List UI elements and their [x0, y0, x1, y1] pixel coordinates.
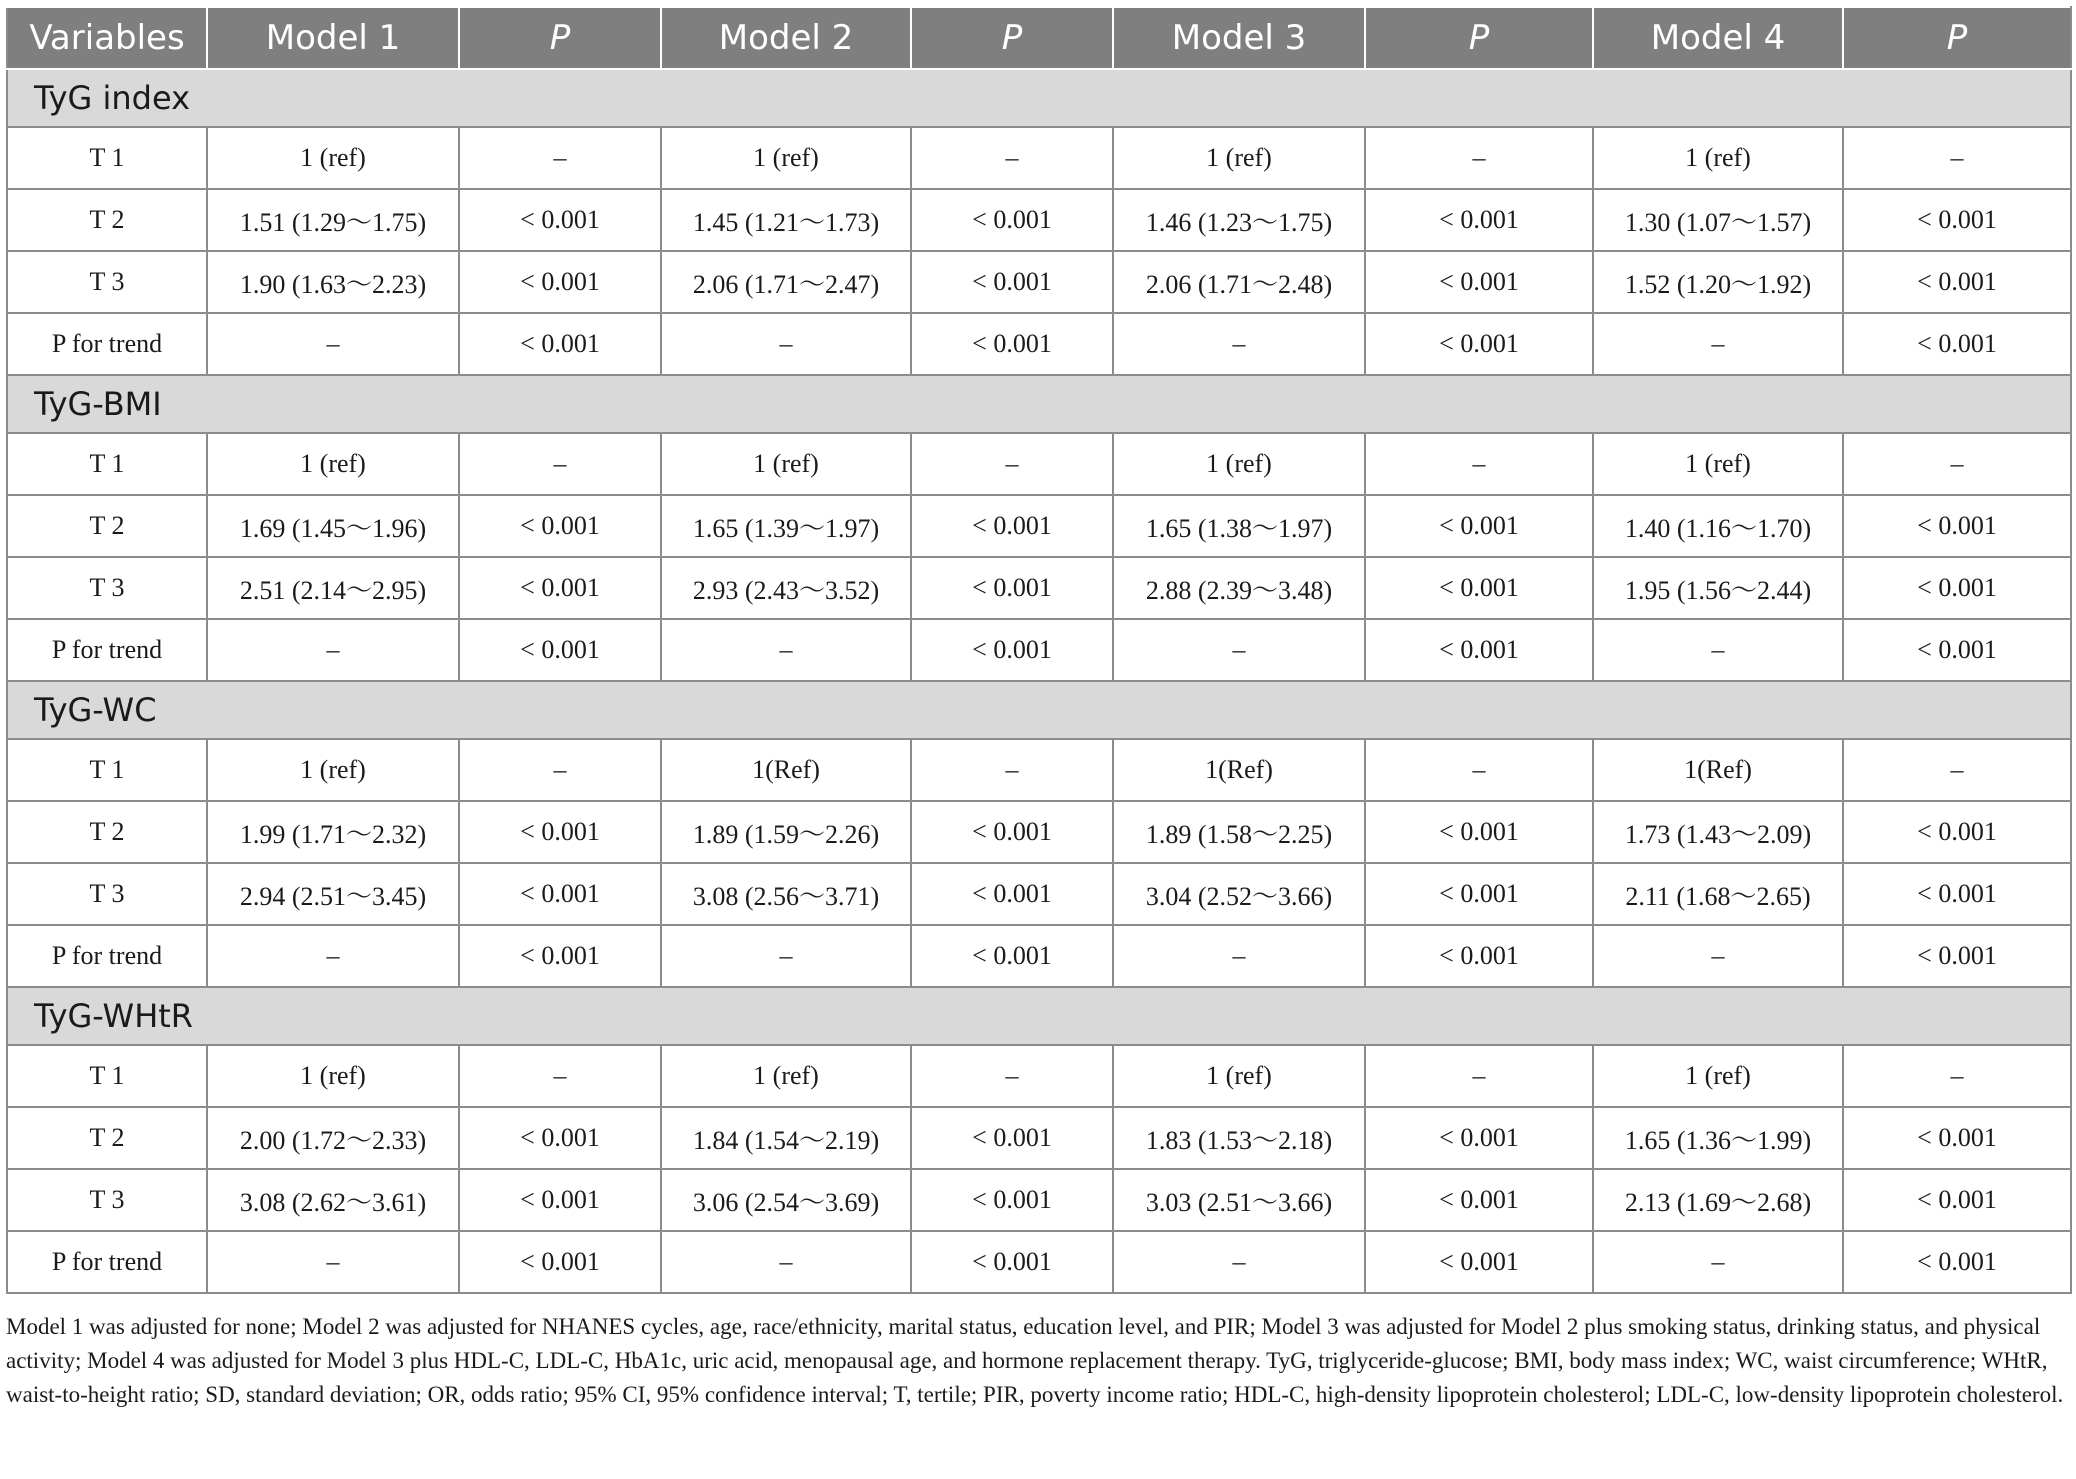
section-header-row	[7, 375, 2071, 433]
table-cell: 1.99 (1.71～2.32)	[207, 801, 459, 863]
table-cell: < 0.001	[459, 801, 661, 863]
table-cell: 1 (ref)	[207, 739, 459, 801]
table-cell: 1 (ref)	[661, 127, 911, 189]
table-cell: < 0.001	[911, 1107, 1113, 1169]
table-cell: < 0.001	[911, 619, 1113, 681]
table-row	[7, 495, 2071, 557]
table-cell: 1.73 (1.43～2.09)	[1593, 801, 1843, 863]
table-cell: –	[911, 739, 1113, 801]
table-row	[7, 557, 2071, 619]
table-row	[7, 925, 2071, 987]
table-row	[7, 1231, 2071, 1293]
table-cell: < 0.001	[1365, 801, 1593, 863]
row-label: T 2	[7, 801, 207, 863]
table-cell: –	[1365, 1045, 1593, 1107]
table-cell: 1.40 (1.16～1.70)	[1593, 495, 1843, 557]
table-cell: –	[1593, 313, 1843, 375]
section-title: TyG-WHtR	[7, 987, 2071, 1045]
table-cell: 1 (ref)	[1113, 127, 1365, 189]
table-cell: –	[1843, 1045, 2071, 1107]
table-cell: –	[1843, 739, 2071, 801]
table-cell: –	[207, 619, 459, 681]
section-header-row	[7, 987, 2071, 1045]
table-cell: –	[911, 1045, 1113, 1107]
row-label: T 3	[7, 863, 207, 925]
table-cell: –	[661, 619, 911, 681]
table-cell: –	[1365, 127, 1593, 189]
row-label: T 1	[7, 127, 207, 189]
table-cell: < 0.001	[911, 557, 1113, 619]
table-cell: < 0.001	[911, 313, 1113, 375]
table-cell: 2.11 (1.68～2.65)	[1593, 863, 1843, 925]
table-cell: 3.06 (2.54～3.69)	[661, 1169, 911, 1231]
table-cell: < 0.001	[911, 251, 1113, 313]
table-cell: < 0.001	[459, 1231, 661, 1293]
table-cell: 3.04 (2.52～3.66)	[1113, 863, 1365, 925]
table-cell: –	[661, 925, 911, 987]
section-header-row	[7, 69, 2071, 127]
row-label: P for trend	[7, 313, 207, 375]
table-row	[7, 801, 2071, 863]
table-cell: 2.06 (1.71～2.47)	[661, 251, 911, 313]
table-cell: < 0.001	[1843, 619, 2071, 681]
table-cell: < 0.001	[459, 189, 661, 251]
table-cell: < 0.001	[1365, 619, 1593, 681]
table-cell: < 0.001	[1365, 189, 1593, 251]
row-label: P for trend	[7, 925, 207, 987]
header-p-value: P	[1843, 7, 2071, 69]
table-row	[7, 189, 2071, 251]
table-row	[7, 863, 2071, 925]
table-cell: –	[1365, 433, 1593, 495]
table-cell: < 0.001	[1843, 557, 2071, 619]
table-cell: –	[207, 925, 459, 987]
table-cell: < 0.001	[1843, 495, 2071, 557]
table-cell: < 0.001	[1843, 1169, 2071, 1231]
table-cell: < 0.001	[459, 495, 661, 557]
table-cell: < 0.001	[459, 863, 661, 925]
table-cell: –	[911, 433, 1113, 495]
row-label: P for trend	[7, 1231, 207, 1293]
table-cell: 1.65 (1.36～1.99)	[1593, 1107, 1843, 1169]
table-cell: < 0.001	[1843, 1231, 2071, 1293]
table-cell: < 0.001	[1365, 251, 1593, 313]
table-cell: –	[459, 1045, 661, 1107]
table-row	[7, 313, 2071, 375]
table-cell: 1 (ref)	[1113, 1045, 1365, 1107]
table-cell: 2.93 (2.43～3.52)	[661, 557, 911, 619]
table-cell: < 0.001	[459, 1107, 661, 1169]
table-cell: 1.30 (1.07～1.57)	[1593, 189, 1843, 251]
table-cell: < 0.001	[1843, 1107, 2071, 1169]
header-variables: Variables	[7, 7, 207, 69]
table-cell: 1.89 (1.58～2.25)	[1113, 801, 1365, 863]
table-cell: –	[911, 127, 1113, 189]
table-cell: < 0.001	[911, 863, 1113, 925]
table-cell: 1 (ref)	[207, 433, 459, 495]
table-cell: < 0.001	[1843, 863, 2071, 925]
table-cell: –	[661, 1231, 911, 1293]
table-cell: 1.65 (1.39～1.97)	[661, 495, 911, 557]
table-cell: 1 (ref)	[207, 1045, 459, 1107]
table-cell: –	[1593, 925, 1843, 987]
table-row	[7, 619, 2071, 681]
table-cell: < 0.001	[1843, 801, 2071, 863]
table-cell: 1 (ref)	[661, 1045, 911, 1107]
row-label: P for trend	[7, 619, 207, 681]
table-cell: 2.88 (2.39～3.48)	[1113, 557, 1365, 619]
table-cell: < 0.001	[1843, 251, 2071, 313]
row-label: T 2	[7, 189, 207, 251]
section-title: TyG-BMI	[7, 375, 2071, 433]
header-model: Model 4	[1593, 7, 1843, 69]
table-cell: –	[1113, 1231, 1365, 1293]
table-cell: < 0.001	[459, 925, 661, 987]
table-cell: < 0.001	[1843, 925, 2071, 987]
table-cell: 1(Ref)	[1593, 739, 1843, 801]
table-cell: 1.51 (1.29～1.75)	[207, 189, 459, 251]
results-table	[6, 6, 2072, 1294]
header-row	[7, 7, 2071, 69]
table-cell: 1(Ref)	[661, 739, 911, 801]
table-cell: –	[1113, 925, 1365, 987]
table-cell: 2.13 (1.69～2.68)	[1593, 1169, 1843, 1231]
row-label: T 1	[7, 739, 207, 801]
table-cell: 1 (ref)	[1593, 127, 1843, 189]
table-row	[7, 1045, 2071, 1107]
table-cell: –	[1593, 1231, 1843, 1293]
table-cell: < 0.001	[1843, 313, 2071, 375]
table-cell: 2.51 (2.14～2.95)	[207, 557, 459, 619]
table-row	[7, 1107, 2071, 1169]
table-cell: 1 (ref)	[1593, 1045, 1843, 1107]
table-cell: 1.65 (1.38～1.97)	[1113, 495, 1365, 557]
header-model: Model 2	[661, 7, 911, 69]
table-row	[7, 433, 2071, 495]
table-cell: < 0.001	[911, 925, 1113, 987]
table-cell: < 0.001	[1365, 925, 1593, 987]
table-cell: < 0.001	[911, 801, 1113, 863]
row-label: T 2	[7, 1107, 207, 1169]
table-cell: < 0.001	[1365, 1169, 1593, 1231]
header-p-value: P	[1365, 7, 1593, 69]
table-cell: –	[459, 127, 661, 189]
table-cell: –	[459, 433, 661, 495]
table-cell: < 0.001	[459, 313, 661, 375]
table-cell: –	[1113, 313, 1365, 375]
section-title: TyG-WC	[7, 681, 2071, 739]
table-header	[7, 7, 2071, 69]
table-cell: < 0.001	[911, 1169, 1113, 1231]
table-container	[6, 6, 2070, 1412]
table-cell: < 0.001	[1365, 863, 1593, 925]
row-label: T 3	[7, 251, 207, 313]
table-cell: 1 (ref)	[661, 433, 911, 495]
table-cell: 1(Ref)	[1113, 739, 1365, 801]
table-cell: < 0.001	[1365, 495, 1593, 557]
section-header-row	[7, 681, 2071, 739]
table-cell: 1.46 (1.23～1.75)	[1113, 189, 1365, 251]
table-cell: –	[1365, 739, 1593, 801]
table-cell: 1 (ref)	[1593, 433, 1843, 495]
table-cell: < 0.001	[459, 1169, 661, 1231]
table-cell: < 0.001	[1365, 313, 1593, 375]
table-cell: < 0.001	[1365, 557, 1593, 619]
table-cell: –	[1843, 127, 2071, 189]
header-model: Model 3	[1113, 7, 1365, 69]
table-cell: 1.83 (1.53～2.18)	[1113, 1107, 1365, 1169]
table-cell: –	[661, 313, 911, 375]
table-cell: –	[1593, 619, 1843, 681]
table-cell: –	[207, 313, 459, 375]
table-cell: –	[1843, 433, 2071, 495]
table-cell: 1.95 (1.56～2.44)	[1593, 557, 1843, 619]
header-p-value: P	[911, 7, 1113, 69]
table-footnote: Model 1 was adjusted for none; Model 2 was adjusted for NHANES cycles, age, race/ethnicity, marital status, education level, and PIR; Model 3 was adjusted for Model 2 plus smoking status, drinking status, and physical activity; Model 4 was adjusted for Model 3 plus HDL-C, LDL-C, HbA1c, uric acid, menopausal age, and hormone replacement therapy. TyG, triglyceride-glucose; BMI, body mass index; WC, waist circumference; WHtR, waist-to-height ratio; SD, standard deviation; OR, odds ratio; 95% CI, 95% confidence interval; T, tertile; PIR, poverty income ratio; HDL-C, high-density lipoprotein cholesterol; LDL-C, low-density lipoprotein cholesterol.	[6, 1314, 2064, 1407]
table-cell: 1.52 (1.20～1.92)	[1593, 251, 1843, 313]
section-title: TyG index	[7, 69, 2071, 127]
header-model: Model 1	[207, 7, 459, 69]
table-cell: 1.45 (1.21～1.73)	[661, 189, 911, 251]
table-cell: 1.84 (1.54～2.19)	[661, 1107, 911, 1169]
table-cell: < 0.001	[1843, 189, 2071, 251]
table-cell: < 0.001	[459, 251, 661, 313]
row-label: T 3	[7, 1169, 207, 1231]
table-cell: < 0.001	[1365, 1107, 1593, 1169]
table-cell: 1 (ref)	[1113, 433, 1365, 495]
table-cell: < 0.001	[459, 619, 661, 681]
table-row	[7, 739, 2071, 801]
table-cell: 1 (ref)	[207, 127, 459, 189]
table-cell: < 0.001	[459, 557, 661, 619]
table-row	[7, 251, 2071, 313]
row-label: T 2	[7, 495, 207, 557]
row-label: T 1	[7, 1045, 207, 1107]
table-cell: 1.69 (1.45～1.96)	[207, 495, 459, 557]
table-cell: –	[459, 739, 661, 801]
row-label: T 3	[7, 557, 207, 619]
table-row	[7, 127, 2071, 189]
table-cell: 3.03 (2.51～3.66)	[1113, 1169, 1365, 1231]
table-cell: 2.00 (1.72～2.33)	[207, 1107, 459, 1169]
table-cell: 1.89 (1.59～2.26)	[661, 801, 911, 863]
table-cell: –	[207, 1231, 459, 1293]
table-cell: 1.90 (1.63～2.23)	[207, 251, 459, 313]
table-cell: –	[1113, 619, 1365, 681]
table-cell: 2.06 (1.71～2.48)	[1113, 251, 1365, 313]
row-label: T 1	[7, 433, 207, 495]
table-row	[7, 1169, 2071, 1231]
table-cell: 2.94 (2.51～3.45)	[207, 863, 459, 925]
table-cell: < 0.001	[1365, 1231, 1593, 1293]
table-cell: < 0.001	[911, 495, 1113, 557]
table-cell: < 0.001	[911, 1231, 1113, 1293]
header-p-value: P	[459, 7, 661, 69]
table-body	[7, 69, 2071, 1293]
table-cell: 3.08 (2.62～3.61)	[207, 1169, 459, 1231]
table-cell: < 0.001	[911, 189, 1113, 251]
table-cell: 3.08 (2.56～3.71)	[661, 863, 911, 925]
